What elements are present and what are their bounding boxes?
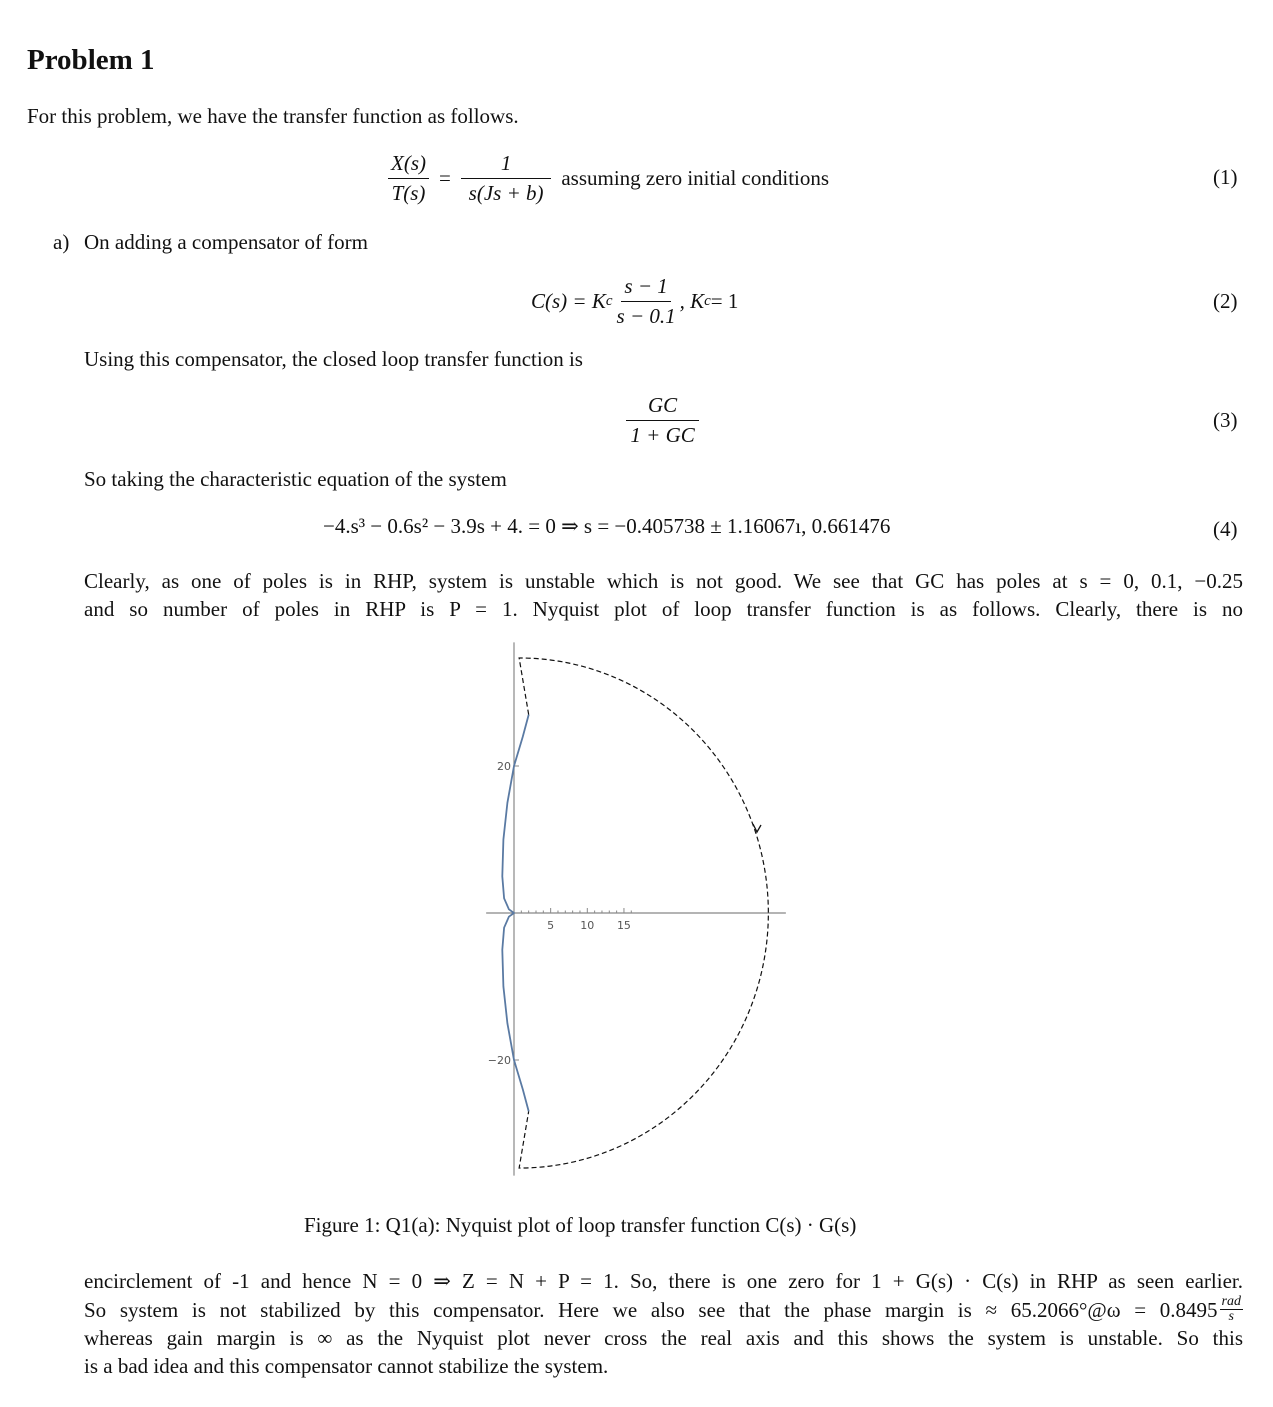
equation-number-1: (1): [1213, 165, 1238, 189]
arrow-icon: [753, 824, 761, 832]
unit-denominator: s: [1228, 1309, 1234, 1324]
nyquist-plot: [470, 640, 800, 1190]
char-eq-text: So taking the characteristic equation of the system: [84, 467, 507, 491]
unit-numerator: rad: [1221, 1294, 1241, 1309]
part-a-text: On adding a compensator of form: [84, 230, 369, 254]
eq2-denominator: s − 0.1: [616, 303, 676, 328]
paragraph-1-line-2: and so number of poles in RHP is P = 1. Nyquist plot of loop transfer function is as follows. Clearly, there is no: [84, 597, 1243, 621]
eq2-lhs: C(s) = K: [531, 288, 606, 313]
x-tick-label: 15: [616, 919, 631, 932]
eq3-numerator: GC: [626, 393, 699, 421]
paragraph-2-line-4: is a bad idea and this compensator cannot stabilize the system.: [84, 1354, 609, 1378]
equation-4: [323, 514, 890, 539]
eq2-numerator: s − 1: [621, 274, 670, 302]
closed-loop-text: Using this compensator, the closed loop transfer function is: [84, 347, 583, 371]
eq2-sub: c: [605, 292, 613, 309]
equation-1: [384, 147, 829, 209]
equation-2: [531, 272, 738, 330]
eq2-tail: , K: [679, 288, 705, 313]
figure-caption: Figure 1: Q1(a): Nyquist plot of loop transfer function C(s) · G(s): [304, 1213, 857, 1237]
eq1-rhs-numerator: 1: [461, 151, 552, 179]
eq1-lhs-numerator: X(s): [388, 151, 429, 179]
y-tick-label: 20: [497, 760, 511, 773]
eq3-denominator: 1 + GC: [630, 422, 695, 447]
part-a-label: a): [53, 230, 70, 254]
eq2-tail-sub: c: [704, 292, 711, 309]
equation-number-2: (2): [1213, 289, 1238, 313]
paragraph-2-line-2: So system is not stabilized by this compensator. Here we also see that the phase margin is ≈ 65.2066°@ω = 0.8495: [84, 1297, 1218, 1322]
y-tick-label: −20: [487, 1054, 511, 1067]
plot-layer: [486, 642, 786, 1175]
equation-number-4: (4): [1213, 517, 1238, 541]
eq1-note: assuming zero initial conditions: [561, 165, 830, 190]
x-tick-label: 10: [580, 919, 595, 932]
paragraph-2-line-2-container: [84, 1295, 1243, 1324]
equation-3: [622, 389, 703, 451]
x-tick-label: 5: [547, 919, 555, 932]
equation-number-3: (3): [1213, 408, 1238, 432]
eq4-expression: −4.s³ − 0.6s² − 3.9s + 4. = 0 ⇒ s = −0.405738 ± 1.16067ı, 0.661476: [323, 514, 891, 538]
paragraph-2-line-3: whereas gain margin is ∞ as the Nyquist plot never cross the real axis and this shows the system is unstable. So this: [84, 1326, 1243, 1350]
eq1-rhs-denominator: s(Js + b): [468, 180, 544, 205]
paragraph-1-line-1: Clearly, as one of poles is in RHP, system is unstable which is not good. We see that GC has poles at s = 0, 0.1, −0.25: [84, 569, 1243, 593]
eq2-tail-end: = 1: [710, 288, 739, 313]
paragraph-2-line-1: encirclement of -1 and hence N = 0 ⇒ Z = N + P = 1. So, there is one zero for 1 + G(s) · C(s) in RHP as seen earlier.: [84, 1269, 1243, 1293]
intro-text: For this problem, we have the transfer function as follows.: [27, 104, 519, 128]
eq1-lhs-denominator: T(s): [391, 180, 426, 205]
unit-fraction: [1220, 1295, 1243, 1324]
page-title: Problem 1: [27, 44, 155, 76]
eq1-equals: =: [439, 165, 451, 190]
